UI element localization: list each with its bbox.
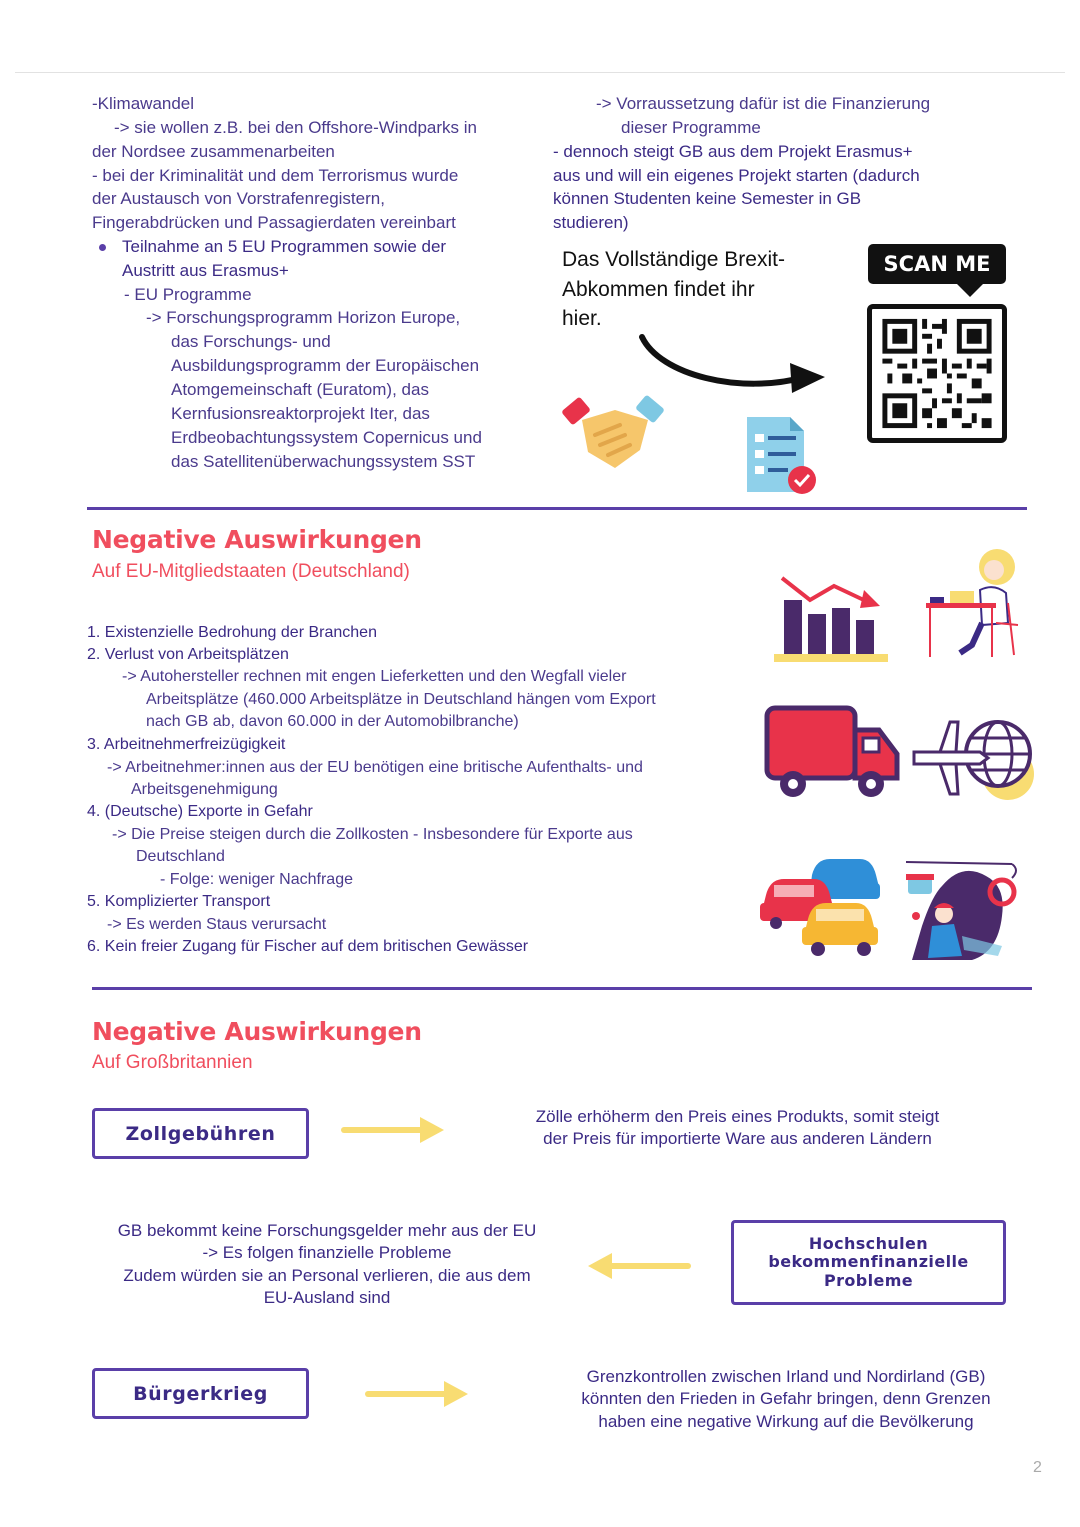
description-line: Zölle erhöherm den Preis eines Produkts, somit steigt [535, 1107, 940, 1126]
scan-me-label: SCAN ME [868, 244, 1006, 284]
bullet-icon [99, 244, 106, 251]
buergerkrieg-description [555, 1366, 1017, 1433]
list-item: 6. Kein freier Zugang für Fischer auf dem britischen Gewässer [87, 938, 529, 955]
arrow-right-icon [340, 1115, 446, 1145]
list-item: 3. Arbeitnehmerfreizügigkeit [87, 736, 286, 753]
text-line: dieser Programme [621, 118, 761, 137]
document-check-icon [742, 412, 822, 497]
fisher-icon [902, 856, 1024, 966]
hochschulen-box [731, 1220, 1006, 1305]
qr-caption-line: hier. [562, 307, 602, 330]
list-subitem: Deutschland [136, 848, 225, 865]
box-label: Bürgerkrieg [133, 1382, 268, 1405]
text-line: können Studenten keine Semester in GB [553, 189, 862, 208]
text-line: der Austausch von Vorstrafenregistern, [92, 189, 385, 208]
buergerkrieg-box [92, 1368, 309, 1419]
page-number: 2 [1033, 1459, 1042, 1476]
woman-laptop-icon [922, 545, 1024, 663]
zollgebuehren-box [92, 1108, 309, 1159]
list-item: 4. (Deutsche) Exporte in Gefahr [87, 803, 313, 820]
arrow-right-icon [364, 1379, 470, 1409]
hochschulen-description [92, 1220, 562, 1310]
truck-icon [763, 704, 901, 802]
text-line: - dennoch steigt GB aus dem Projekt Erasmus+ [553, 142, 913, 161]
description-line: der Preis für importierte Ware aus anderen Ländern [543, 1129, 932, 1149]
section-subtitle: Auf EU-Mitgliedstaaten (Deutschland) [92, 561, 410, 582]
text-line: der Nordsee zusammenarbeiten [92, 142, 335, 161]
description-line: Grenzkontrollen zwischen Irland und Nordirland (GB) [586, 1367, 986, 1386]
qr-code-icon [872, 309, 1002, 438]
text-line: -> Vorraussetzung dafür ist die Finanzierung [596, 94, 931, 113]
section-divider [87, 507, 1027, 510]
text-line: Ausbildungsprogramm der Europäischen [171, 356, 480, 375]
section-title: Negative Auswirkungen [92, 1017, 422, 1046]
box-label: Probleme [823, 1270, 914, 1290]
list-subitem: -> Es werden Staus verursacht [107, 916, 327, 933]
text-line: aus und will ein eigenes Projekt starten (dadurch [553, 166, 920, 185]
box-label: bekommenfinanzielle [768, 1252, 969, 1272]
text-line: Atomgemeinschaft (Euratom), das [171, 380, 429, 399]
list-subitem: Arbeitsplätze (460.000 Arbeitsplätze in Deutschland hängen vom Export [146, 691, 656, 708]
description-line: könnten den Frieden in Gefahr bringen, denn Grenzen [581, 1389, 991, 1409]
text-line: studieren) [553, 213, 629, 232]
plane-globe-icon [910, 712, 1036, 804]
description-line: Zudem würden sie an Personal verlieren, die aus dem [123, 1265, 531, 1285]
text-line: -Klimawandel [92, 94, 195, 113]
section-subtitle: Auf Großbritannien [92, 1052, 253, 1073]
zollgebuehren-description [500, 1106, 975, 1151]
qr-caption [562, 245, 785, 334]
list-subitem: -> Autohersteller rechnen mit engen Lieferketten und den Wegfall vieler [122, 668, 627, 685]
description-line: EU-Ausland sind [263, 1288, 391, 1308]
text-line: Erdbeobachtungssystem Copernicus und [171, 428, 482, 447]
bullet-line: Teilnahme an 5 EU Programmen sowie der [122, 235, 446, 259]
list-subitem: -> Die Preise steigen durch die Zollkosten - Insbesondere für Exporte aus [112, 826, 633, 843]
traffic-cars-icon [760, 855, 882, 965]
speech-tail-icon [955, 282, 985, 298]
box-label: Hochschulen [808, 1233, 929, 1253]
text-line: das Forschungs- und [171, 332, 331, 351]
list-subitem: -> Arbeitnehmer:innen aus der EU benötigen eine britische Aufenthalts- und [107, 759, 643, 776]
curved-arrow-icon [630, 325, 835, 400]
box-label: Zollgebühren [125, 1122, 276, 1145]
text-line: -> Forschungsprogramm Horizon Europe, [146, 308, 461, 327]
text-line: Kernfusionsreaktorprojekt Iter, das [171, 404, 430, 423]
text-line: das Satellitenüberwachungssystem SST [171, 452, 476, 471]
handshake-icon [560, 390, 670, 475]
text-line: - bei der Kriminalität und dem Terrorismus wurde [92, 166, 459, 185]
text-line: - EU Programme [124, 285, 252, 304]
qr-caption-line: Das Vollständige Brexit- [562, 248, 785, 271]
text-line: Austritt aus Erasmus+ [122, 261, 289, 280]
text-line: Fingerabdrücken und Passagierdaten vereinbart [92, 213, 456, 232]
qr-caption-line: Abkommen findet ihr [562, 277, 755, 301]
arrow-left-icon [586, 1251, 692, 1281]
description-line: -> Es folgen finanzielle Probleme [202, 1243, 452, 1263]
list-subitem: nach GB ab, davon 60.000 in der Automobilbranche) [146, 713, 519, 730]
top-rule [15, 72, 1065, 73]
qr-code[interactable] [867, 304, 1007, 443]
section-title: Negative Auswirkungen [92, 525, 422, 554]
list-item: 1. Existenzielle Bedrohung der Branchen [87, 624, 377, 641]
list-subitem: Arbeitsgenehmigung [131, 781, 278, 798]
description-line: GB bekommt keine Forschungsgelder mehr aus der EU [117, 1221, 537, 1240]
list-item: 2. Verlust von Arbeitsplätzen [87, 646, 289, 663]
list-subitem: - Folge: weniger Nachfrage [160, 871, 353, 888]
declining-chart-icon [772, 572, 890, 664]
list-item: 5. Komplizierter Transport [87, 893, 271, 910]
section-divider [92, 987, 1032, 990]
description-line: haben eine negative Wirkung auf die Bevölkerung [598, 1411, 974, 1431]
text-line: -> sie wollen z.B. bei den Offshore-Windparks in [114, 118, 477, 137]
